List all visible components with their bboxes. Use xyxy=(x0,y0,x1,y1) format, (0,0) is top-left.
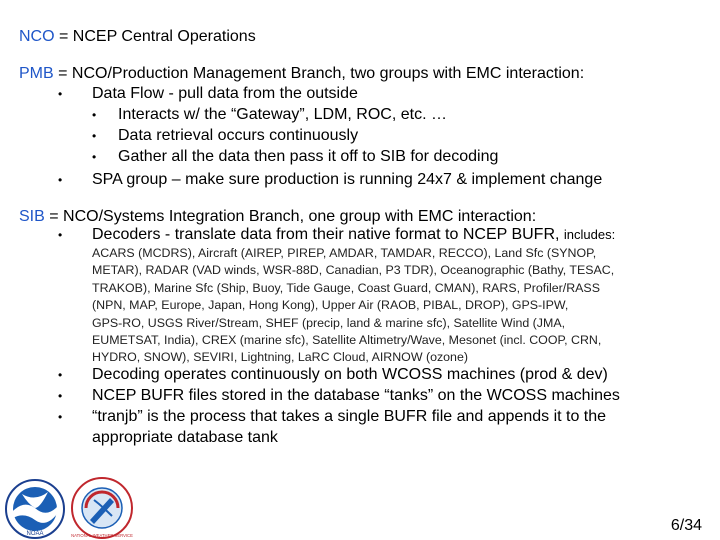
pmb-definition xyxy=(19,64,584,84)
bullet-icon: • xyxy=(58,368,63,382)
nws-logo-text: NATIONAL WEATHER SERVICE xyxy=(71,533,133,538)
pmb-sub-gateway: Interacts w/ the “Gateway”, LDM, ROC, etc. … xyxy=(118,106,447,123)
sib-includes-text: includes: xyxy=(563,227,616,242)
sib-definition xyxy=(19,207,536,227)
sib-decoders-text: Decoders - translate data from their native format to NCEP BUFR, xyxy=(92,226,564,243)
page-number: 6/34 xyxy=(670,517,702,534)
nco-definition xyxy=(19,27,256,47)
noaa-logo xyxy=(4,478,66,540)
sib-bullet-tranjb-2: appropriate database tank xyxy=(92,429,278,446)
list-line: EUMETSAT, India), CREX (marine sfc), Satellite Altimetry/Wave, Mesonet (incl. COOP, CRN, xyxy=(92,333,602,348)
sib-bullet-decoding: Decoding operates continuously on both WCOSS machines (prod & dev) xyxy=(92,366,608,383)
list-line: HYDRO, SNOW), SEVIRI, Lightning, LaRC Cloud, AIRNOW (ozone) xyxy=(92,350,468,365)
noaa-logo-text: NOAA xyxy=(26,531,44,537)
list-line: (NPN, MAP, Europe, Japan, Hong Kong), Upper Air (RAOB, PIBAL, DROP), GPS-IPW, xyxy=(92,298,569,313)
pmb-sub-gather: Gather all the data then pass it off to SIB for decoding xyxy=(118,148,499,165)
list-line: GPS-RO, USGS River/Stream, SHEF (precip, land & marine sfc), Satellite Wind (JMA, xyxy=(92,315,566,330)
sib-bullet-tranjb-1: “tranjb” is the process that takes a single BUFR file and appends it to the xyxy=(92,408,607,425)
pmb-sub-retrieval: Data retrieval occurs continuously xyxy=(118,127,359,144)
bullet-icon: • xyxy=(58,410,63,424)
sib-bullet-decoders xyxy=(92,225,615,245)
list-line: METAR), RADAR (VAD winds, WSR-88D, Canadian, P3 TDR), Oceanographic (Bathy, TESAC, xyxy=(92,263,615,278)
sib-data-types-list xyxy=(92,245,692,367)
sib-abbr: SIB xyxy=(19,208,45,225)
nco-def: = NCEP Central Operations xyxy=(54,28,256,45)
pmb-abbr: PMB xyxy=(19,65,54,82)
pmb-bullet-data-flow: Data Flow - pull data from the outside xyxy=(92,85,358,102)
pmb-bullet-spa: SPA group – make sure production is running 24x7 & implement change xyxy=(92,171,603,188)
bullet-icon: • xyxy=(92,108,97,122)
list-line: ACARS (MCDRS), Aircraft (AIREP, PIREP, AMDAR, TAMDAR, RECCO), Land Sfc (SYNOP, xyxy=(92,246,597,260)
bullet-icon: • xyxy=(58,228,63,242)
bullet-icon: • xyxy=(58,87,63,101)
bullet-icon: • xyxy=(92,150,97,164)
list-line: TRAKOB), Marine Sfc (Ship, Buoy, Tide Gauge, Coast Guard, CMAN), RARS, Profiler/RASS xyxy=(92,280,600,295)
sib-def: = NCO/Systems Integration Branch, one group with EMC interaction: xyxy=(44,208,537,225)
pmb-def: = NCO/Production Management Branch, two groups with EMC interaction: xyxy=(53,65,585,82)
bullet-icon: • xyxy=(58,389,63,403)
nws-logo xyxy=(70,476,134,540)
bullet-icon: • xyxy=(58,173,63,187)
bullet-icon: • xyxy=(92,129,97,143)
sib-bullet-tanks: NCEP BUFR files stored in the database “tanks” on the WCOSS machines xyxy=(92,387,620,404)
nco-abbr: NCO xyxy=(19,28,55,45)
